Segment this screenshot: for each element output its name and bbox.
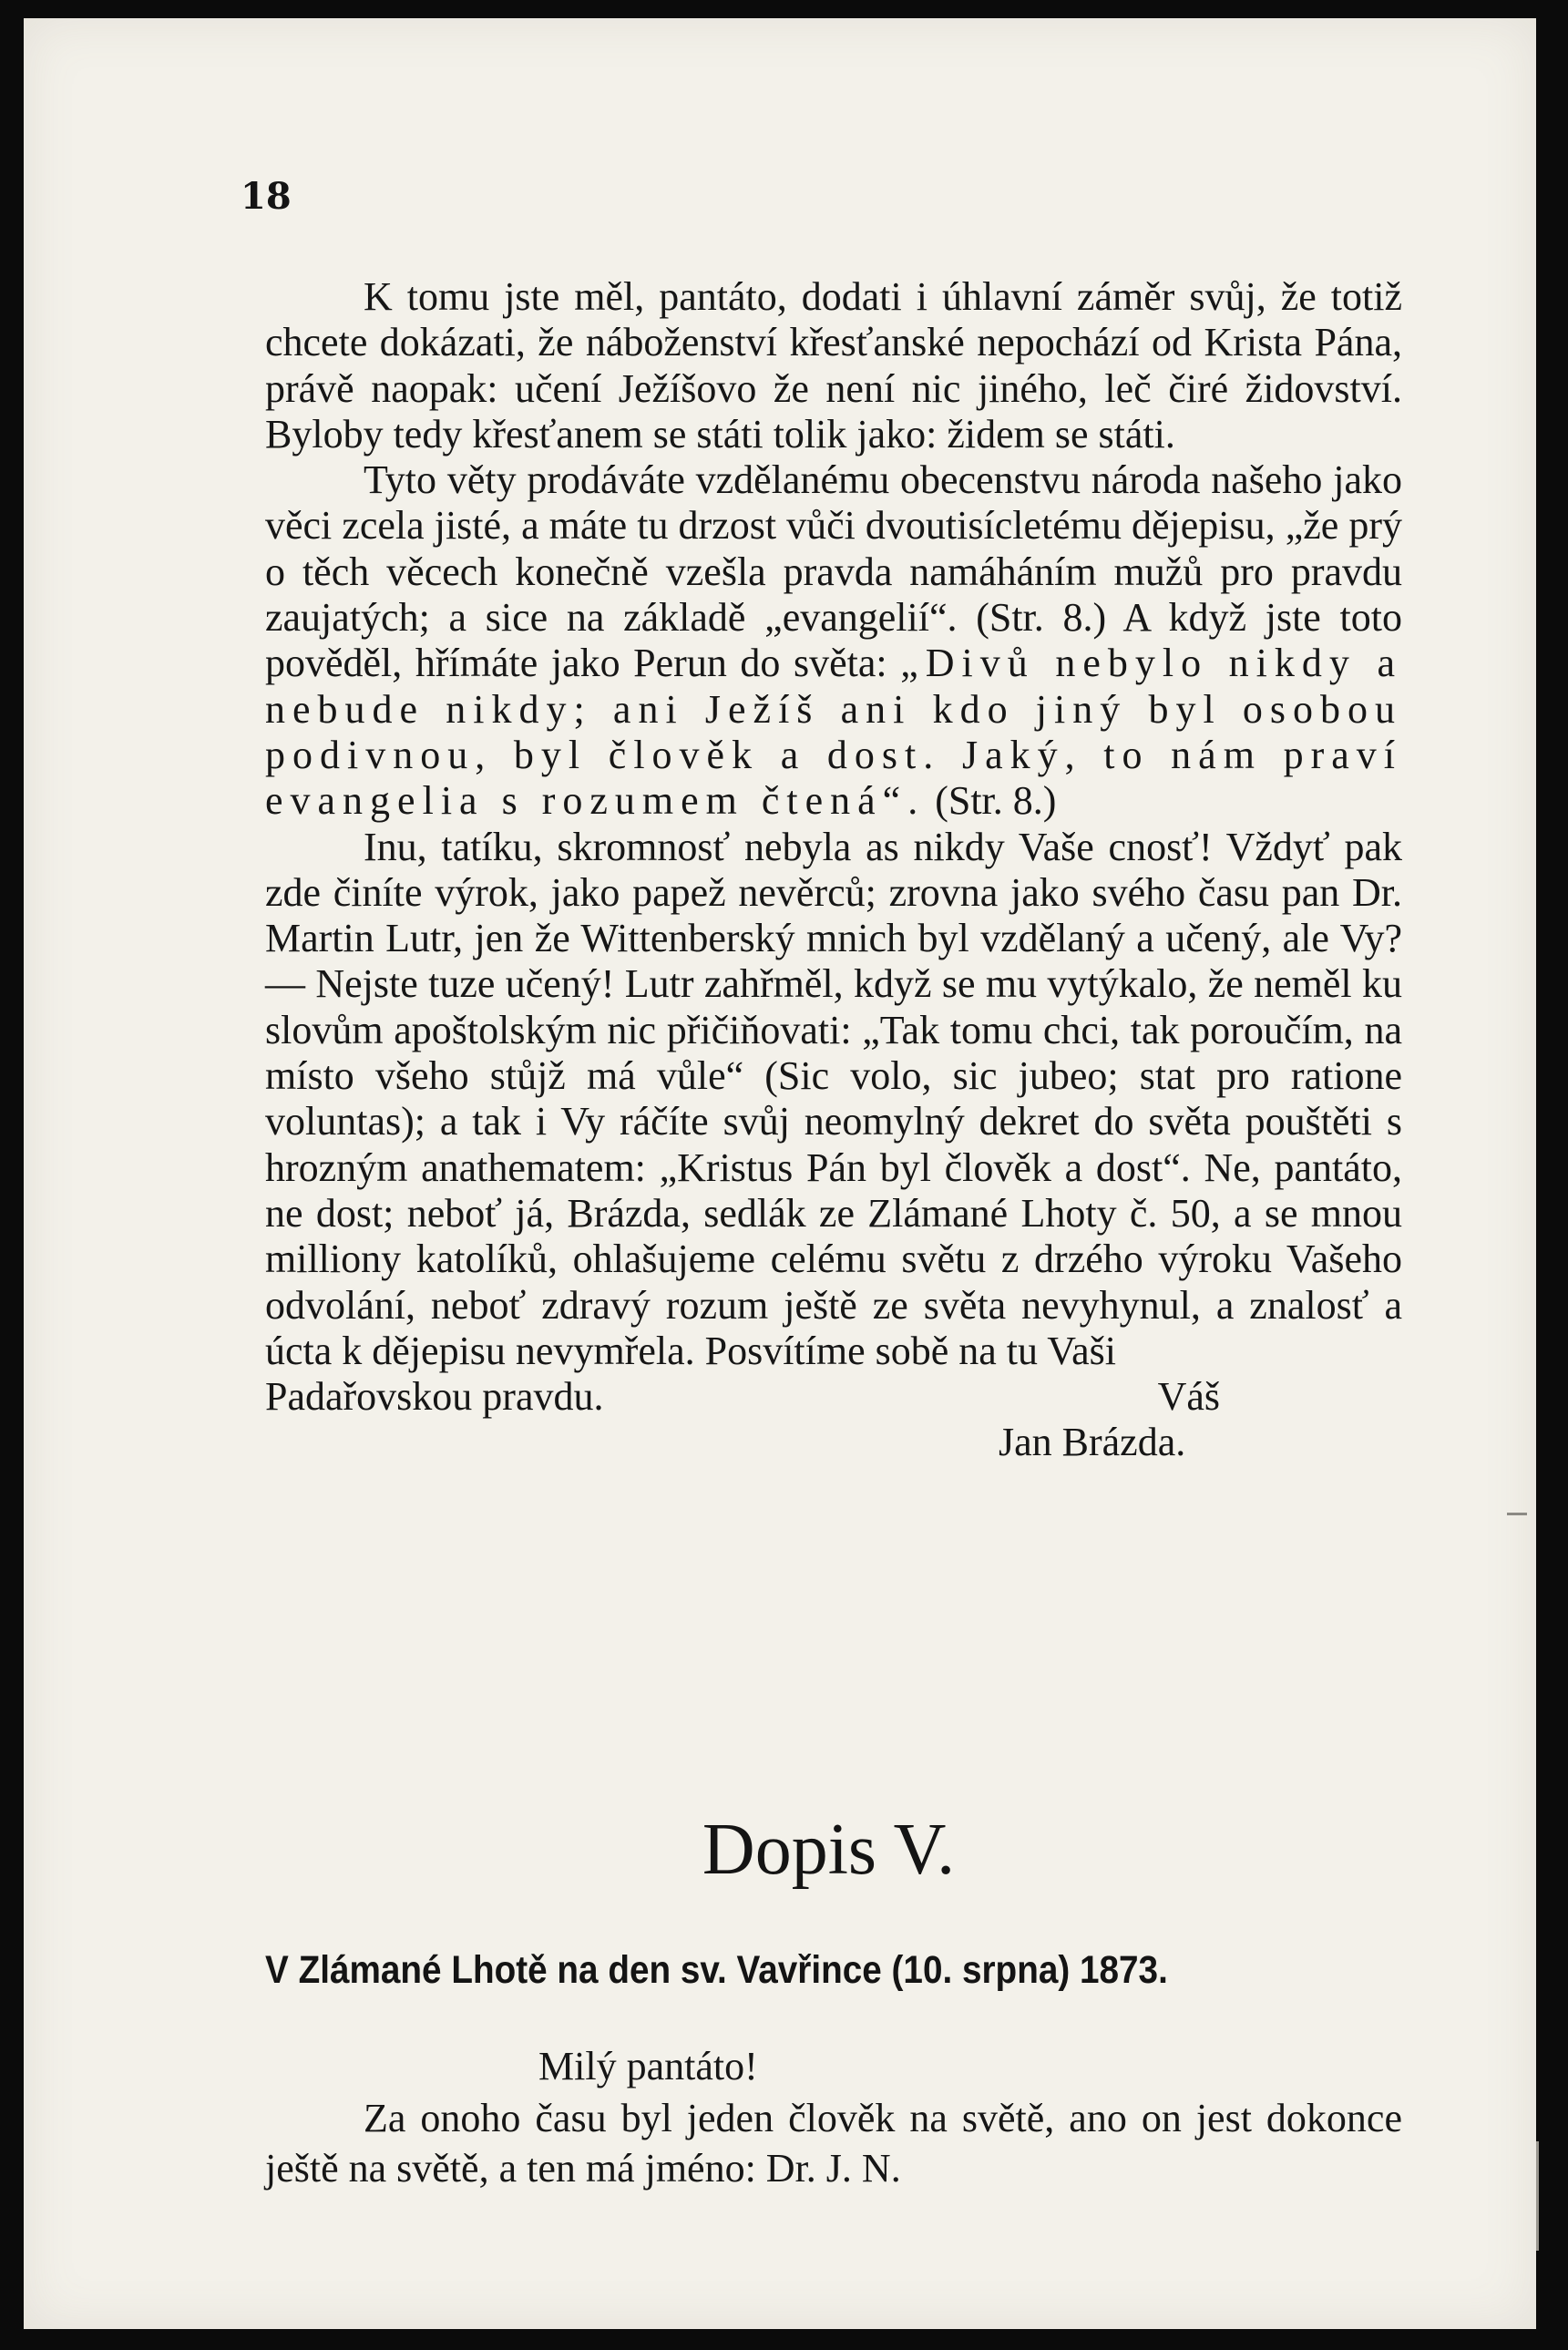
paragraph-3: Inu, tatíku, skromnosť nebyla as nikdy Vaše cnosť! Vždyť pak zde činíte výrok, jako papež nevěrců; zrovna jako svého času pan Dr. Martin Lutr, jen že Wittenberský mnich byl vzdělaný a učený, ale Vy? — Nejste tuze učený! Lutr zahřměl, když se mu vytýkalo, že neměl ku slovům apoštolským nic přičiňovati: „Tak tomu chci, tak poroučím, na místo všeho stůjž má vůle“ (Sic volo, sic jubeo; stat pro ratione voluntas); a tak i Vy ráčíte svůj neomylný dekret do světa pouštěti s hrozným anathematem: „Kristus Pán byl člověk a dost“. Ne, pantáto, ne dost; neboť já, Brázda, sedlák ze Zlámané Lhoty č. 50, a se mnou milliony katolíků, ohlašujeme celému světu z drzého výroku Vašeho odvolání, neboť zdravý rozum ještě ze světa nevyhynul, a znalosť a úcta k dějepisu nevymřela. Posvítíme sobě na tu Vaši — [265, 824, 1402, 1373]
paragraph-1: K tomu jste měl, pantáto, dodati i úhlavní záměr svůj, že totiž chcete dokázati, že náboženství křesťanské nepochází od Krista Pána, právě naopak: učení Ježíšovo že není nic jiného, leč čiré židovství. Byloby tedy křesťanem se státi tolik jako: židem se státi. — [265, 274, 1402, 457]
closing-line — [265, 1374, 1402, 1420]
paragraph-2-quote: „Divů nebylo nikdy a nebude nikdy; ani Ježíš ani kdo jiný byl osobou podivnou, byl člověk a dost. Jaký, to nám praví evangelia s rozumem čtená“. — [265, 641, 1402, 824]
closing-words: Padařovskou pravdu. — [265, 1374, 604, 1420]
paragraph-2-citation: (Str. 8.) — [925, 778, 1057, 824]
body-text — [265, 274, 1402, 1466]
scan-speck — [1536, 2141, 1539, 2251]
dateline: V Zlámané Lhotě na den sv. Vavřince (10. srpna) 1873. — [265, 1948, 1168, 1992]
letter-text — [265, 2041, 1402, 2193]
paragraph-2 — [265, 457, 1402, 824]
paragraph-2-text: Tyto věty prodáváte vzdělanému obecenstvu národa našeho jako věci zcela jisté, a máte tu drzost vůči dvoutisícletému dějepisu, „že prý o těch věcech konečně vzešla pravda namáháním mužů pro pravdu zaujatých; a sice na základě „evangelií“. (Str. 8.) A když jste toto pověděl, hřímáte jako Perun do světa: — [265, 457, 1402, 686]
section-heading: Dopis V. — [702, 1810, 956, 1890]
valediction: Váš — [1157, 1374, 1220, 1420]
scan-speck — [1507, 1513, 1527, 1515]
letter-paragraph: Za onoho času byl jeden člověk na světě, ano on jest dokonce ještě na světě, a ten má jméno: Dr. J. N. — [265, 2096, 1402, 2191]
signature: Jan Brázda. — [999, 1420, 1186, 1465]
page-number: 18 — [241, 175, 292, 218]
salutation: Milý pantáto! — [538, 2044, 758, 2088]
book-page — [24, 18, 1536, 2329]
